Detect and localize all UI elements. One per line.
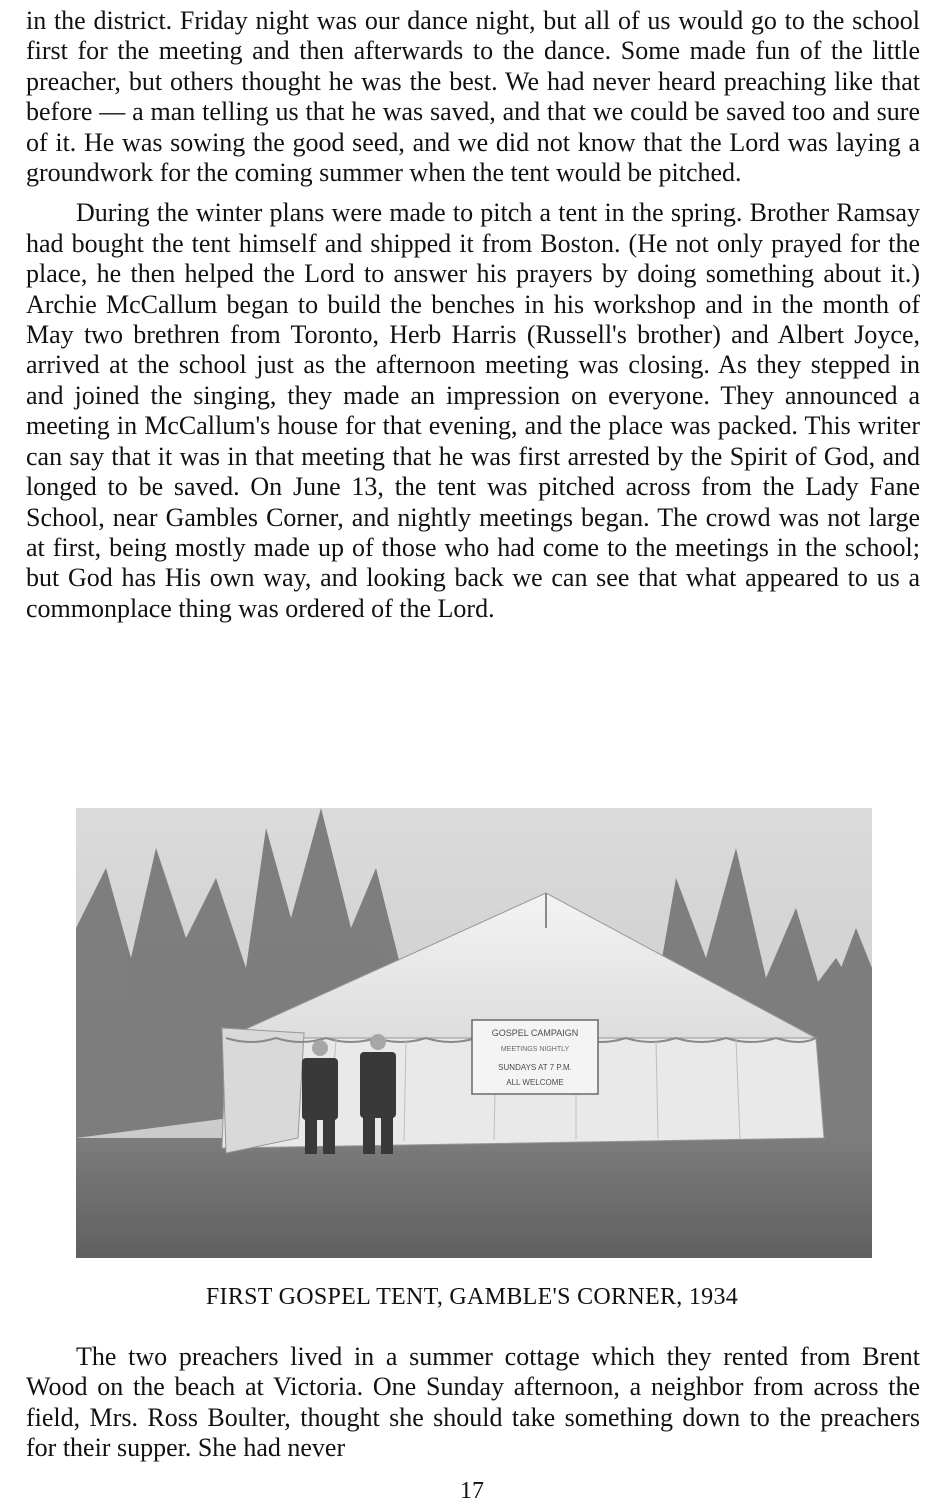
sign-line-3: SUNDAYS AT 7 P.M. [498,1063,572,1072]
sign-line-1: GOSPEL CAMPAIGN [491,1028,579,1038]
paragraph-preachers-cottage: The two preachers lived in a summer cottage which they rented from Brent Wood on the beach at Victoria. One Sunday afternoon, a neighbor from across the field, Mrs. Ross Boulter, thought she should take something down to the preachers for their supper. She had never [26,1342,920,1463]
tent-photograph [76,808,872,1258]
paragraph-continued: in the district. Friday night was our dance night, but all of us would go to the school first for the meeting and then afterwards to the dance. Some made fun of the little preacher, but others thought he was the best. We had never heard preaching like that before — a man telling us that he was saved, and that we could be saved too and sure of it. He was sowing the good seed, and we did not know that the Lord was laying a groundwork for the coming summer when the tent would be pitched. [26,6,920,188]
sign-line-2: MEETINGS NIGHTLY [500,1046,570,1053]
page-body [26,6,920,624]
photo-caption: FIRST GOSPEL TENT, GAMBLE'S CORNER, 1934 [205,1284,739,1310]
paragraph-tent-plans: During the winter plans were made to pitch a tent in the spring. Brother Ramsay had bought the tent himself and shipped it from Boston. (He not only prayed for the place, he then helped the Lord to answer his prayers by doing something about it.) Archie McCallum began to build the benches in his workshop and in the month of May two brethren from Toronto, Herb Harris (Russell's brother) and Albert Joyce, arrived at the school just as the afternoon meeting was closing. As they stepped in and joined the singing, they made an impression on everyone. They announced a meeting in McCallum's house for that evening, and the place was packed. This writer can say that it was in that meeting that he was first arrested by the Spirit of God, and longed to be saved. On June 13, the tent was pitched across from the Lady Fane School, near Gambles Corner, and nightly meetings began. The crowd was not large at first, being mostly made up of those who had come to the meetings in the school; but God has His own way, and looking back we can see that what appeared to us a commonplace thing was ordered of the Lord. [26,198,920,623]
sign-line-4: ALL WELCOME [506,1078,564,1087]
page-number: 17 [460,1478,484,1504]
